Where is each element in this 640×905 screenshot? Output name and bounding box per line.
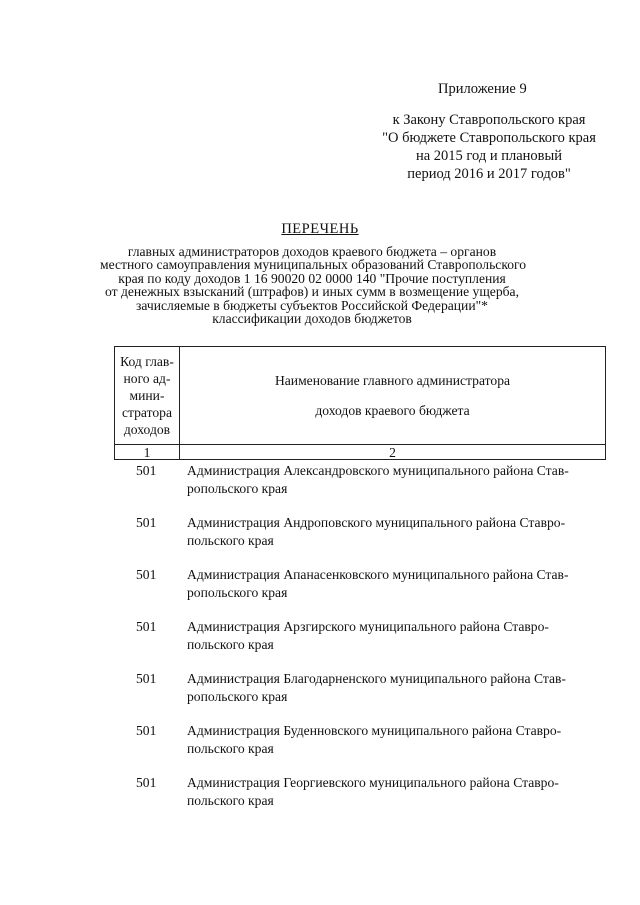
header-line: доходов краевого бюджета: [315, 402, 470, 418]
admin-name: [187, 618, 607, 654]
admin-name-line: польского края: [187, 637, 274, 652]
admin-name: [187, 514, 607, 550]
admin-code: 501: [136, 567, 157, 582]
header-line: Код глав-: [120, 354, 174, 369]
admin-name: [187, 566, 607, 602]
header-line: Наименование главного администратора: [274, 372, 511, 388]
law-reference: [374, 111, 604, 183]
admin-code: 501: [136, 619, 157, 634]
admin-name-line: Администрация Арзгирского муниципального района Ставро-: [187, 619, 549, 634]
subtitle-line: классификации доходов бюджетов: [212, 311, 412, 327]
admin-name-line: Администрация Благодарненского муниципального района Став-: [187, 671, 566, 686]
column-number-2: 2: [389, 445, 396, 460]
admin-name-line: Администрация Апанасенковского муниципального района Став-: [187, 567, 569, 582]
admin-name-line: ропольского края: [187, 481, 288, 496]
admin-name: [187, 462, 607, 498]
admin-name-line: ропольского края: [187, 585, 288, 600]
admin-name-line: Администрация Александровского муниципального района Став-: [187, 463, 569, 478]
subtitle-line: края по коду доходов 1 16 90020 02 0000 140 "Прочие поступления: [118, 270, 506, 286]
header-line: доходов: [123, 422, 171, 437]
admin-code: 501: [136, 775, 157, 790]
law-line: на 2015 год и плановый: [415, 148, 563, 164]
law-line: "О бюджете Ставропольского края: [382, 130, 596, 146]
column-number-1: 1: [115, 445, 180, 460]
admin-code: 501: [136, 723, 157, 738]
admin-name-line: Администрация Буденновского муниципального района Ставро-: [187, 723, 562, 738]
admin-name: [187, 774, 607, 810]
admin-name-line: ропольского края: [187, 689, 288, 704]
header-line: стратора: [121, 405, 172, 420]
subtitle-line: главных администраторов доходов краевого бюджета – органов: [127, 244, 497, 259]
law-line: к Закону Ставропольского края: [392, 112, 586, 128]
table-header: [114, 346, 606, 460]
admin-name: [187, 722, 607, 758]
admin-name-line: Администрация Андроповского муниципального района Ставро-: [187, 515, 566, 530]
admin-name: [187, 670, 607, 706]
admin-code: 501: [136, 671, 157, 686]
subtitle-line: от денежных взысканий (штрафов) и иных сумм в возмещение ущерба,: [104, 284, 519, 300]
subtitle-line: местного самоуправления муниципальных образований Ставропольского: [100, 257, 527, 273]
admin-name-line: польского края: [187, 741, 274, 756]
header-line: мини-: [129, 388, 165, 403]
code-column-header: [115, 347, 180, 444]
header-line: ного ад-: [123, 371, 171, 386]
admin-code: 501: [136, 515, 157, 530]
document-title: ПЕРЕЧЕНЬ: [281, 221, 359, 237]
name-column-header: [180, 347, 605, 444]
admin-code: 501: [136, 463, 157, 478]
admin-name-line: Администрация Георгиевского муниципального района Ставро-: [187, 775, 559, 790]
admin-name-line: польского края: [187, 793, 274, 808]
appendix-label: Приложение 9: [438, 81, 527, 97]
admin-name-line: польского края: [187, 533, 274, 548]
subtitle-line: зачисляемые в бюджеты субъектов Российской Федерации"*: [136, 297, 488, 313]
document-subtitle: [100, 244, 527, 327]
law-line: период 2016 и 2017 годов": [407, 166, 571, 182]
